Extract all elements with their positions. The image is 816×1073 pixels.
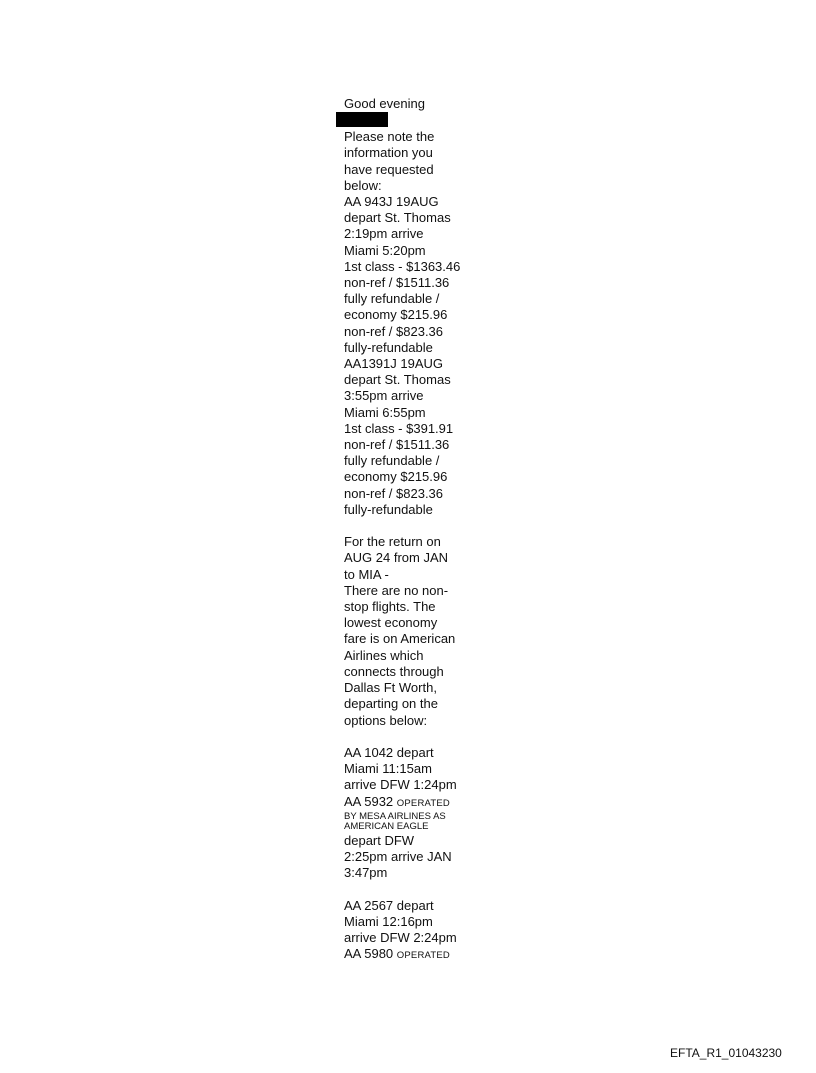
return-line: to MIA - (344, 566, 389, 582)
option-line: AA 2567 depart (344, 897, 434, 913)
flight-line: economy $215.96 (344, 307, 448, 323)
operated-word: OPERATED (396, 950, 450, 962)
option-line: arrive DFW 2:24pm (344, 929, 457, 945)
intro-line: information you (344, 145, 433, 161)
email-body (344, 96, 484, 964)
redaction-bar (336, 112, 388, 127)
return-option-1 (344, 745, 484, 881)
intro-line: below: (344, 177, 382, 193)
return-line: connects through (344, 663, 444, 679)
blank-line (344, 881, 484, 897)
flight-line: AA1391J 19AUG (344, 356, 444, 372)
return-info-block (344, 534, 484, 728)
option-line: AA 1042 depart (344, 744, 434, 760)
return-line: departing on the (344, 696, 438, 712)
operated-word: OPERATED (396, 797, 450, 809)
option-line: 3:47pm (344, 865, 388, 881)
flight-line: fully refundable / (344, 453, 440, 469)
operated-flight-number: AA 5980 (344, 946, 394, 962)
intro-line: have requested (344, 161, 434, 177)
flight-line: 2:19pm arrive (344, 226, 424, 242)
flight-line: 3:55pm arrive (344, 388, 424, 404)
operated-flight-number: AA 5932 (344, 793, 394, 809)
flight-line: depart St. Thomas (344, 372, 451, 388)
option-line: depart DFW (344, 832, 415, 848)
blank-line (344, 729, 484, 745)
intro-block (344, 129, 484, 194)
flight-option-2 (344, 356, 484, 518)
return-line: stop flights. The (344, 599, 436, 615)
operated-line (344, 946, 484, 964)
return-line: AUG 24 from JAN (344, 550, 449, 566)
return-line: There are no non- (344, 582, 449, 598)
flight-line: non-ref / $823.36 (344, 485, 444, 501)
blank-line (344, 518, 484, 534)
flight-line: Miami 6:55pm (344, 404, 426, 420)
flight-line: fully-refundable (344, 501, 433, 517)
document-id: EFTA_R1_01043230 (670, 1046, 782, 1060)
return-line: Airlines which (344, 647, 424, 663)
flight-line: 1st class - $391.91 (344, 420, 454, 436)
flight-line: fully refundable / (344, 291, 440, 307)
return-line: For the return on (344, 534, 441, 550)
flight-line: 1st class - $1363.46 (344, 258, 461, 274)
option-line: Miami 12:16pm (344, 913, 433, 929)
operated-detail-line: BY MESA AIRLINES AS (344, 810, 446, 822)
flight-option-1 (344, 194, 484, 356)
option-line: 2:25pm arrive JAN (344, 848, 452, 864)
return-line: options below: (344, 712, 428, 728)
return-line: fare is on American (344, 631, 456, 647)
return-line: lowest economy (344, 615, 438, 631)
flight-line: depart St. Thomas (344, 210, 451, 226)
flight-line: AA 943J 19AUG (344, 194, 439, 210)
greeting-line: Good evening (344, 96, 425, 111)
flight-line: non-ref / $1511.36 (344, 437, 450, 453)
option-line: arrive DFW 1:24pm (344, 777, 457, 793)
flight-line: non-ref / $823.36 (344, 323, 444, 339)
intro-line: Please note the (344, 129, 435, 145)
return-option-2 (344, 898, 484, 965)
flight-line: non-ref / $1511.36 (344, 275, 450, 291)
option-line: Miami 11:15am (344, 761, 432, 777)
return-line: Dallas Ft Worth, (344, 680, 437, 696)
flight-line: Miami 5:20pm (344, 242, 426, 258)
operated-line (344, 794, 484, 812)
operated-detail-line: AMERICAN EAGLE (344, 821, 429, 833)
flight-line: economy $215.96 (344, 469, 448, 485)
flight-line: fully-refundable (344, 339, 433, 355)
